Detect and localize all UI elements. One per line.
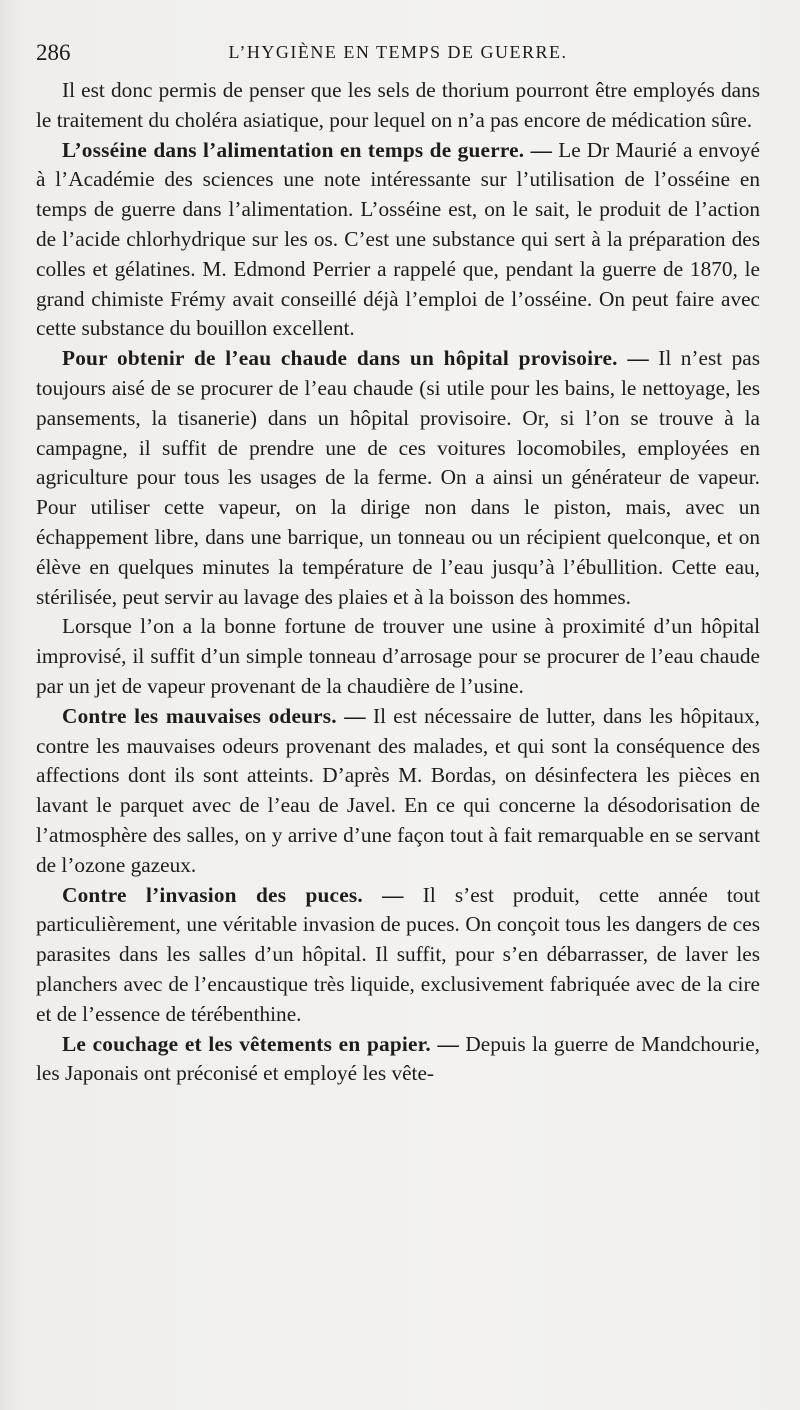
paragraph-osseine	[36, 136, 760, 345]
paragraph-text: Il n’est pas toujours aisé de se procurer de l’eau chaude (si utile pour les bains, le nettoyage, les pansements, la tisanerie) dans un hôpital provisoire. Or, si l’on se trouve à la campagne, il suffit de prendre une de ces voitures locomobiles, employées en agriculture pour tous les usages de la ferme. On a ainsi un générateur de vapeur. Pour utiliser cette vapeur, on la dirige non dans le piston, mais, avec un échappement libre, dans une barrique, un tonneau ou un récipient quelconque, et on élève en quelques minutes la température de l’eau jusqu’à l’ébullition. Cette eau, stérilisée, peut servir au lavage des plaies et à la boisson des hommes.	[36, 346, 761, 609]
running-title: L’HYGIÈNE EN TEMPS DE GUERRE.	[228, 42, 568, 62]
paragraph-text: Depuis la guerre de Mandchourie, les Japonais ont préconisé et employé les vête-	[36, 1031, 760, 1086]
paragraph-text: Lorsque l’on a la bonne fortune de trouver une usine à proximité d’un hôpital improvisé, il suffit d’un simple tonneau d’arrosage pour se procurer de l’eau chaude par un jet de vapeur provenant de la chaudière de l’usine.	[36, 614, 760, 698]
paragraph-text: Il est nécessaire de lutter, dans les hôpitaux, contre les mauvaises odeurs provenant des malades, et qui sont la conséquence des affections dont ils sont atteints. D’après M. Bordas, on désinfectera les pièces en lavant le parquet avec de l’eau de Javel. En ce qui concerne la désodorisation de l’atmosphère des salles, on y arrive d’une façon tout à fait remarquable en se servant de l’ozone gazeux.	[36, 703, 760, 877]
section-heading: Contre l’invasion des puces. —	[62, 882, 404, 907]
section-heading: Pour obtenir de l’eau chaude dans un hôpital provisoire. —	[62, 346, 649, 371]
page-header	[36, 36, 760, 76]
paragraph-eau-chaude	[36, 344, 760, 612]
paragraph-usine	[36, 612, 760, 701]
body-text	[36, 76, 760, 1089]
paragraph-puces	[36, 881, 760, 1030]
paragraph-text: Il s’est produit, cette année tout particulièrement, une véritable invasion de puces. On conçoit tous les dangers de ces parasites dans les salles d’un hôpital. Il suffit, pour s’en débarrasser, de laver les planchers avec de l’encaustique très liquide, exclusivement fabriquée avec de la cire et de l’essence de térébenthine.	[36, 882, 760, 1026]
section-heading: L’osséine dans l’alimentation en temps de guerre. —	[62, 137, 553, 162]
section-heading: Le couchage et les vêtements en papier. —	[62, 1031, 459, 1056]
paragraph-text: Le Dr Maurié a envoyé à l’Académie des sciences une note intéressante sur l’utilisation de l’osséine en temps de guerre dans l’alimentation. L’osséine est, on le sait, le produit de l’action de l’acide chlorhydrique sur les os. C’est une substance qui sert à la préparation des colles et gélatines. M. Edmond Perrier a rappelé que, pendant la guerre de 1870, le grand chimiste Frémy avait conseillé déjà l’emploi de l’osséine. On peut faire avec cette substance du bouillon excellent.	[36, 137, 760, 341]
page-number: 286	[36, 40, 71, 65]
paragraph-thorium	[36, 76, 760, 136]
paragraph-odeurs	[36, 702, 760, 881]
paragraph-couchage	[36, 1030, 760, 1090]
paragraph-text: Il est donc permis de penser que les sels de thorium pourront être employés dans le traitement du choléra asiatique, pour lequel on n’a pas encore de médication sûre.	[36, 78, 760, 132]
section-heading: Contre les mauvaises odeurs. —	[62, 703, 366, 728]
